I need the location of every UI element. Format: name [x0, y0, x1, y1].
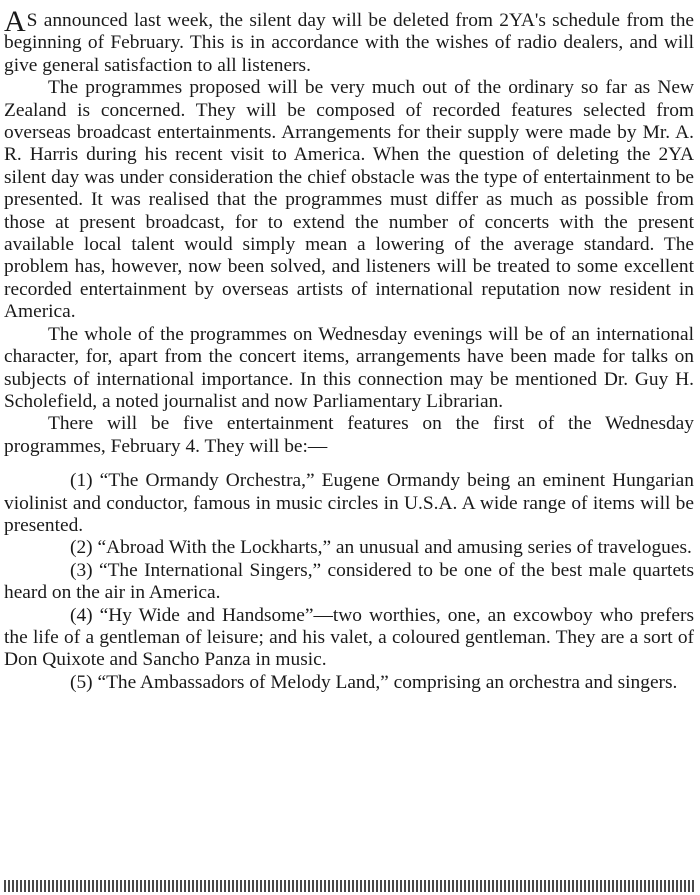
article-body — [4, 5, 694, 694]
body-paragraph: The programmes proposed will be very much out of the ordinary so far as New Zealand is concerned. They will be composed of recorded features selected from overseas broadcast entertainments. Arrangements for their supply were made by Mr. A. R. Harris during his recent visit to America. When the question of deleting the 2YA silent day was under consideration the chief obstacle was the type of entertainment to be presented. It was realised that the programmes must differ as much as possible from those at present broadcast, for to extend the number of concerts with the present available local talent would simply mean a lowering of the average standard. The problem has, however, now been solved, and listeners will be treated to some excellent recorded entertainment by overseas artists of international reputation now resident in America. — [4, 77, 694, 323]
body-paragraph: The whole of the programmes on Wednesday evenings will be of an international character, for, apart from the concert items, arrangements have been made for talks on subjects of international importance. In this connection may be mentioned Dr. Guy H. Scholefield, a noted journalist and now Parliamentary Librarian. — [4, 323, 694, 412]
feature-item: (5) “The Ambassadors of Melody Land,” comprising an orchestra and singers. — [70, 671, 678, 693]
decorative-footer-rule — [4, 880, 694, 892]
feature-item: (1) “The Ormandy Orchestra,” Eugene Ormandy being an eminent Hungarian violinist and conductor, famous in music circles in U.S.A. A wide range of items will be presented. — [4, 470, 694, 536]
lead-paragraph-text: S announced last week, the silent day will be deleted from 2YA's schedule from the beginning of February. This is in accordance with the wishes of radio dealers, and will give general satisfaction to all listeners. — [4, 10, 694, 76]
lead-paragraph — [4, 5, 694, 77]
feature-item: (4) “Hy Wide and Handsome”—two worthies, one, an excowboy who prefers the life of a gentleman of leisure; and his valet, a coloured gentleman. They are a sort of Don Quixote and Sancho Panza in music. — [4, 604, 694, 671]
feature-item: (2) “Abroad With the Lockharts,” an unusual and amusing series of travelogues. — [70, 537, 692, 559]
body-paragraph: There will be five entertainment features on the first of the Wednesday programmes, February 4. They will be:— — [4, 413, 694, 457]
feature-item: (3) “The International Singers,” considered to be one of the best male quartets heard on the air in America. — [4, 559, 694, 604]
drop-cap-initial: A — [4, 5, 26, 38]
feature-list — [4, 470, 694, 694]
